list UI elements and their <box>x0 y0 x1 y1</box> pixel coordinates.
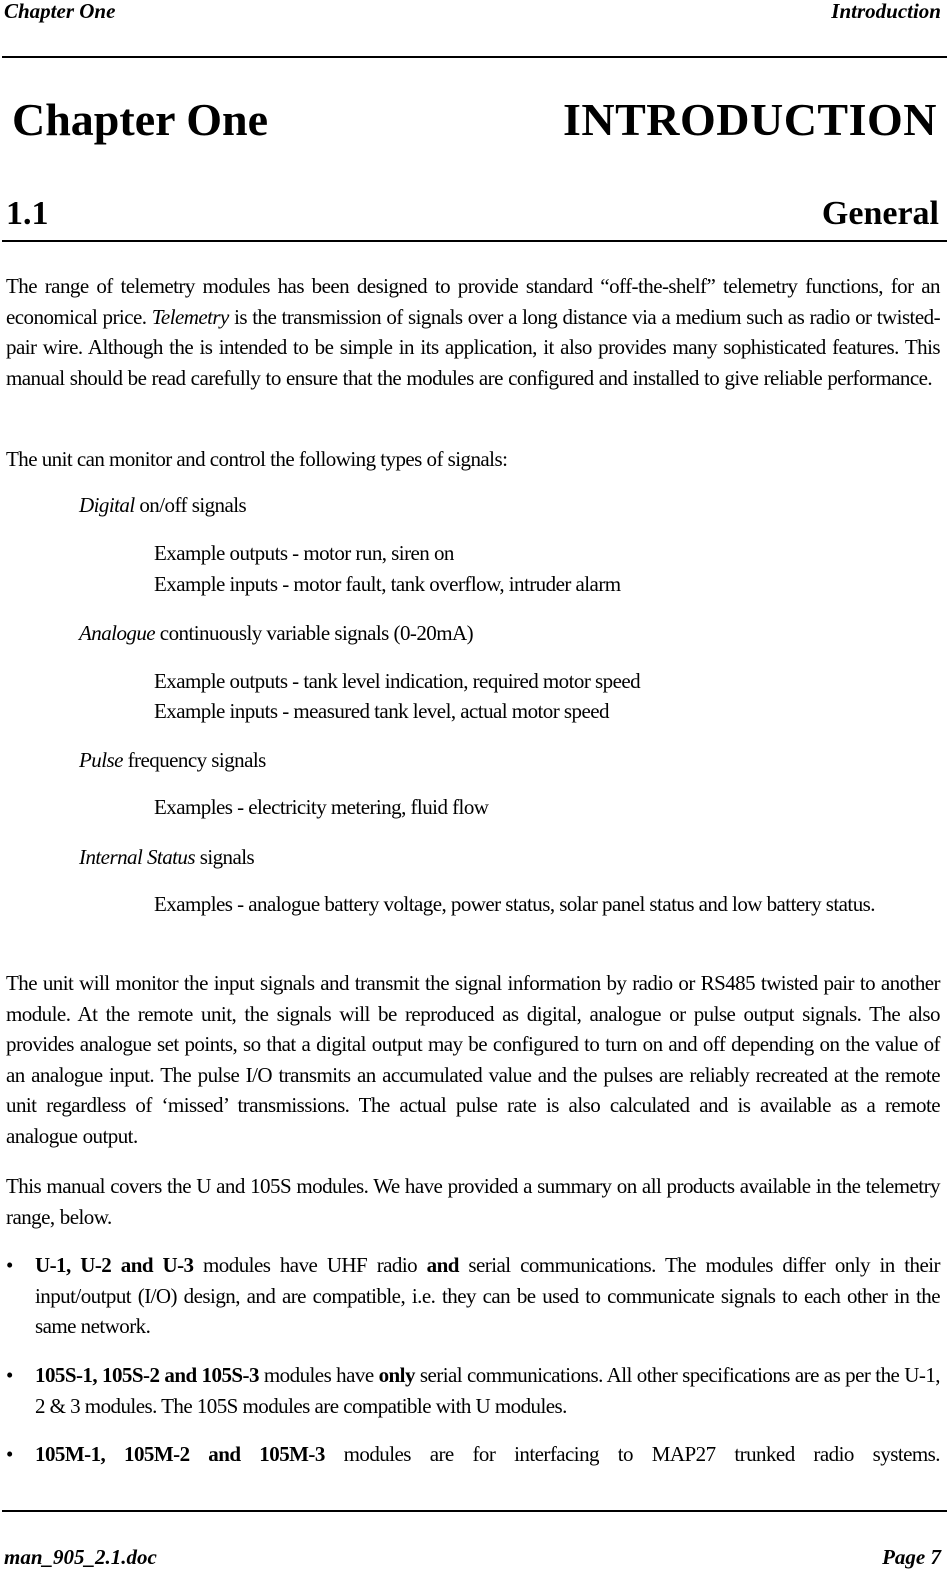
analogue-example-outputs: Example outputs - tank level indication, required motor speed <box>154 669 641 693</box>
section-title: General <box>821 195 939 232</box>
u-modules-text-b: serial communications. The modules differ only in their input/output (I/O) design, and are compatible, i.e. they can be used to communicate signals to each other in the same network. <box>35 1253 940 1338</box>
digital-heading <box>79 490 246 521</box>
analogue-rest: continuously variable signals (0-20mA) <box>155 621 474 645</box>
pulse-examples: Examples - electricity metering, fluid flow <box>154 795 489 819</box>
signals-intro: The unit can monitor and control the following types of signals: <box>6 447 508 471</box>
intro-text-b: is the transmission of signals over a long distance via a medium such as radio or twisted-pair wire. Although the is intended to be simple in its application, it also provides many sophisticated features. This manual should be read carefully to ensure that the modules are configured and installed to give reliable performance. <box>6 304 941 390</box>
and-emphasis: and <box>426 1253 459 1277</box>
pulse-heading <box>79 745 266 776</box>
bullet-u-modules <box>35 1250 940 1342</box>
monitoring-paragraph: The unit will monitor the input signals and transmit the signal information by radio or RS485 twisted pair to another module. At the remote unit, the signals will be reproduced as digital, analogue or pulse output signals. The also provides analogue set points, so that a digital output may be configured to turn on and off depending on the value of an analogue input. The pulse I/O transmits an accumulated value and the pulses are reliably recreated at the remote unit regardless of ‘missed’ transmissions. The actual pulse rate is also calculated and is available as a remote analogue output. <box>6 971 940 1148</box>
105m-modules-term: 105M-1, 105M-2 and 105M-3 <box>35 1442 325 1466</box>
u-modules-text-a: modules have UHF radio <box>193 1253 427 1277</box>
bullet-105s-modules <box>35 1360 940 1421</box>
footer-page-number: Page 7 <box>882 1545 941 1569</box>
section-divider <box>2 240 947 242</box>
telemetry-term: Telemetry <box>151 304 229 329</box>
status-rest: signals <box>195 845 255 869</box>
105m-text: modules are for interfacing to MAP27 trunked radio systems. <box>324 1442 940 1466</box>
digital-rest: on/off signals <box>134 493 247 517</box>
manual-coverage-paragraph: This manual covers the U and 105S modules. We have provided a summary on all products available in the telemetry range, below. <box>6 1174 940 1229</box>
section-number: 1.1 <box>6 195 49 232</box>
intro-paragraph <box>6 271 940 393</box>
running-header-right: Introduction <box>831 0 941 23</box>
analogue-term: Analogue <box>79 621 156 645</box>
status-heading <box>79 842 254 873</box>
chapter-title: INTRODUCTION <box>562 94 937 145</box>
digital-example-inputs: Example inputs - motor fault, tank overflow, intruder alarm <box>154 572 621 596</box>
status-examples: Examples - analogue battery voltage, power status, solar panel status and low battery status. <box>154 892 875 916</box>
digital-example-outputs: Example outputs - motor run, siren on <box>154 541 454 565</box>
footer-divider <box>2 1510 947 1512</box>
pulse-rest: frequency signals <box>122 748 266 772</box>
chapter-label: Chapter One <box>12 94 268 145</box>
analogue-heading <box>79 618 473 649</box>
pulse-term: Pulse <box>79 748 123 772</box>
bullet-105m-modules <box>35 1439 940 1470</box>
running-header-left: Chapter One <box>4 0 116 23</box>
bullet-marker: • <box>6 1253 14 1277</box>
footer-filename: man_905_2.1.doc <box>4 1545 157 1569</box>
analogue-example-inputs: Example inputs - measured tank level, actual motor speed <box>154 699 609 723</box>
only-emphasis: only <box>378 1363 415 1387</box>
header-divider <box>2 56 947 58</box>
u-modules-term: U-1, U-2 and U-3 <box>35 1253 194 1277</box>
105s-text-a: modules have <box>258 1363 379 1387</box>
digital-term: Digital <box>79 493 135 517</box>
105s-text-b: serial communications. All other specifications are as per the U-1, 2 & 3 modules. The 105S modules are compatible with U modules. <box>35 1363 940 1418</box>
105s-modules-term: 105S-1, 105S-2 and 105S-3 <box>35 1363 259 1387</box>
bullet-marker: • <box>6 1363 14 1387</box>
status-term: Internal Status <box>79 845 195 869</box>
intro-text-a: The range of telemetry modules has been designed to provide standard “off-the-shelf” telemetry functions, for an economical price. <box>6 274 940 329</box>
bullet-marker: • <box>6 1442 14 1466</box>
